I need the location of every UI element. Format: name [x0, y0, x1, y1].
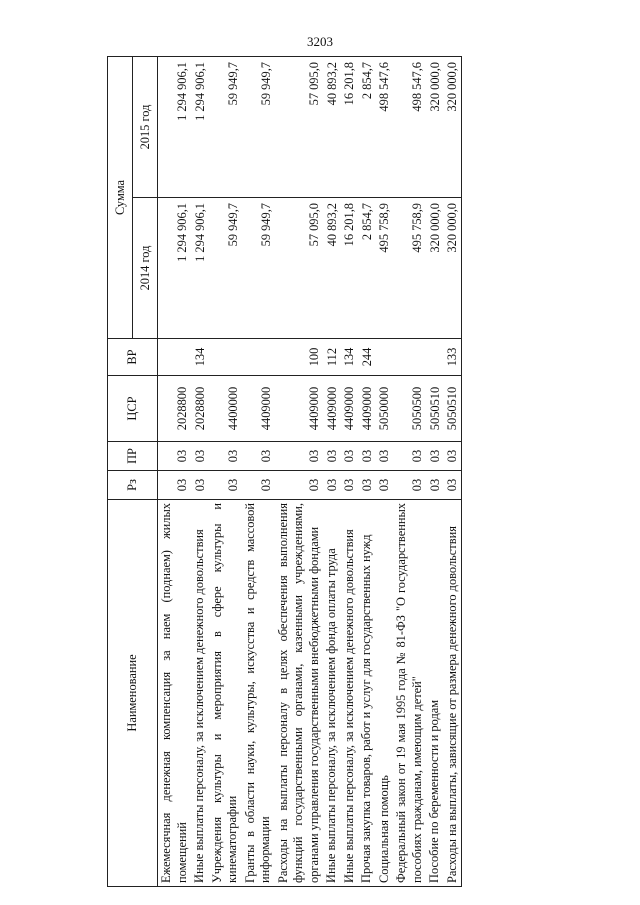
- row-rz: 03: [358, 471, 376, 500]
- row-sum-2014: 2 854,7: [358, 198, 376, 339]
- row-vr: 134: [191, 339, 209, 376]
- row-rz: 03: [158, 471, 192, 500]
- row-csr: 4409000: [242, 376, 275, 442]
- row-pr: 03: [358, 442, 376, 471]
- row-name: Расходы на выплаты, зависящие от размера денежного довольствия: [444, 500, 462, 887]
- header-csr: ЦСР: [108, 376, 158, 442]
- row-rz: 03: [444, 471, 462, 500]
- row-csr: 2028800: [158, 376, 192, 442]
- row-sum-2015: 1 294 906,1: [191, 57, 209, 198]
- row-pr: 03: [209, 442, 242, 471]
- table-row: [341, 57, 359, 887]
- row-csr: 4400000: [209, 376, 242, 442]
- row-pr: 03: [158, 442, 192, 471]
- header-pr: ПР: [108, 442, 158, 471]
- row-pr: 03: [341, 442, 359, 471]
- row-csr: 4409000: [323, 376, 341, 442]
- row-sum-2015: 498 547,6: [393, 57, 426, 198]
- table-row: [358, 57, 376, 887]
- row-csr: 5050510: [444, 376, 462, 442]
- row-vr: [426, 339, 444, 376]
- row-name: Социальная помощь: [376, 500, 394, 887]
- row-rz: 03: [426, 471, 444, 500]
- page-number: 3203: [307, 34, 333, 49]
- row-sum-2014: 320 000,0: [444, 198, 462, 339]
- row-vr: 133: [444, 339, 462, 376]
- row-rz: 03: [393, 471, 426, 500]
- row-pr: 03: [323, 442, 341, 471]
- row-name: Федеральный закон от 19 мая 1995 года № 81-ФЗ "О государственных пособиях гражданам, имеющим детей": [393, 500, 426, 887]
- row-vr: 100: [275, 339, 324, 376]
- table-body: [158, 57, 462, 887]
- table-row: [209, 57, 242, 887]
- row-sum-2015: 59 949,7: [242, 57, 275, 198]
- row-vr: [158, 339, 192, 376]
- table-row: [323, 57, 341, 887]
- row-rz: 03: [209, 471, 242, 500]
- row-sum-2014: 1 294 906,1: [158, 198, 192, 339]
- row-name: Пособие по беременности и родам: [426, 500, 444, 887]
- row-name: Иные выплаты персоналу, за исключением фонда оплаты труда: [323, 500, 341, 887]
- table-header: [108, 57, 158, 887]
- row-pr: 03: [426, 442, 444, 471]
- row-vr: [209, 339, 242, 376]
- row-name: Иные выплаты персоналу, за исключением денежного довольствия: [341, 500, 359, 887]
- header-rz: Рз: [108, 471, 158, 500]
- table-row: [444, 57, 462, 887]
- table-wrapper: [107, 57, 612, 887]
- row-csr: 5050510: [426, 376, 444, 442]
- row-sum-2014: 16 201,8: [341, 198, 359, 339]
- row-name: Гранты в области науки, культуры, искусства и средств массовой информации: [242, 500, 275, 887]
- table-row: [158, 57, 192, 887]
- header-2014: 2014 год: [133, 198, 158, 339]
- row-rz: 03: [323, 471, 341, 500]
- row-sum-2014: 59 949,7: [209, 198, 242, 339]
- row-rz: 03: [275, 471, 324, 500]
- row-sum-2014: 1 294 906,1: [191, 198, 209, 339]
- rotated-table-frame: [107, 57, 612, 887]
- row-vr: 112: [323, 339, 341, 376]
- row-sum-2015: 1 294 906,1: [158, 57, 192, 198]
- row-pr: 03: [191, 442, 209, 471]
- row-sum-2014: 40 893,2: [323, 198, 341, 339]
- table-row: [376, 57, 394, 887]
- row-sum-2015: 320 000,0: [444, 57, 462, 198]
- row-csr: 2028800: [191, 376, 209, 442]
- row-vr: [376, 339, 394, 376]
- header-sum: Сумма: [108, 57, 133, 339]
- row-csr: 4409000: [341, 376, 359, 442]
- row-sum-2014: 495 758,9: [393, 198, 426, 339]
- row-sum-2014: 495 758,9: [376, 198, 394, 339]
- row-pr: 03: [444, 442, 462, 471]
- row-vr: 134: [341, 339, 359, 376]
- row-sum-2015: 57 095,0: [275, 57, 324, 198]
- row-name: Прочая закупка товаров, работ и услуг для государственных нужд: [358, 500, 376, 887]
- table-row: [242, 57, 275, 887]
- row-rz: 03: [376, 471, 394, 500]
- row-pr: 03: [376, 442, 394, 471]
- row-csr: 5050000: [376, 376, 394, 442]
- row-rz: 03: [341, 471, 359, 500]
- row-vr: 244: [358, 339, 376, 376]
- row-csr: 4409000: [358, 376, 376, 442]
- row-name: Иные выплаты персоналу, за исключением денежного довольствия: [191, 500, 209, 887]
- header-vr: ВР: [108, 339, 158, 376]
- row-pr: 03: [242, 442, 275, 471]
- row-sum-2014: 57 095,0: [275, 198, 324, 339]
- row-name: Расходы на выплаты персоналу в целях обеспечения выполнения функций государственными органами, казенными учреждениями, органами управления государственными внебюджетными фондами: [275, 500, 324, 887]
- row-vr: [242, 339, 275, 376]
- row-sum-2014: 59 949,7: [242, 198, 275, 339]
- budget-table: [107, 56, 462, 887]
- row-sum-2015: 59 949,7: [209, 57, 242, 198]
- row-pr: 03: [275, 442, 324, 471]
- row-sum-2015: 16 201,8: [341, 57, 359, 198]
- row-rz: 03: [191, 471, 209, 500]
- table-row: [275, 57, 324, 887]
- table-row: [426, 57, 444, 887]
- table-row: [191, 57, 209, 887]
- table-row: [393, 57, 426, 887]
- header-name: Наименование: [108, 500, 158, 887]
- row-sum-2015: 320 000,0: [426, 57, 444, 198]
- row-sum-2014: 320 000,0: [426, 198, 444, 339]
- row-vr: [393, 339, 426, 376]
- row-sum-2015: 40 893,2: [323, 57, 341, 198]
- row-sum-2015: 2 854,7: [358, 57, 376, 198]
- header-2015: 2015 год: [133, 57, 158, 198]
- row-rz: 03: [242, 471, 275, 500]
- row-csr: 4409000: [275, 376, 324, 442]
- row-sum-2015: 498 547,6: [376, 57, 394, 198]
- row-pr: 03: [393, 442, 426, 471]
- row-csr: 5050500: [393, 376, 426, 442]
- row-name: Ежемесячная денежная компенсация за наем (поднаем) жилых помещений: [158, 500, 192, 887]
- row-name: Учреждения культуры и мероприятия в сфере культуры и кинематографии: [209, 500, 242, 887]
